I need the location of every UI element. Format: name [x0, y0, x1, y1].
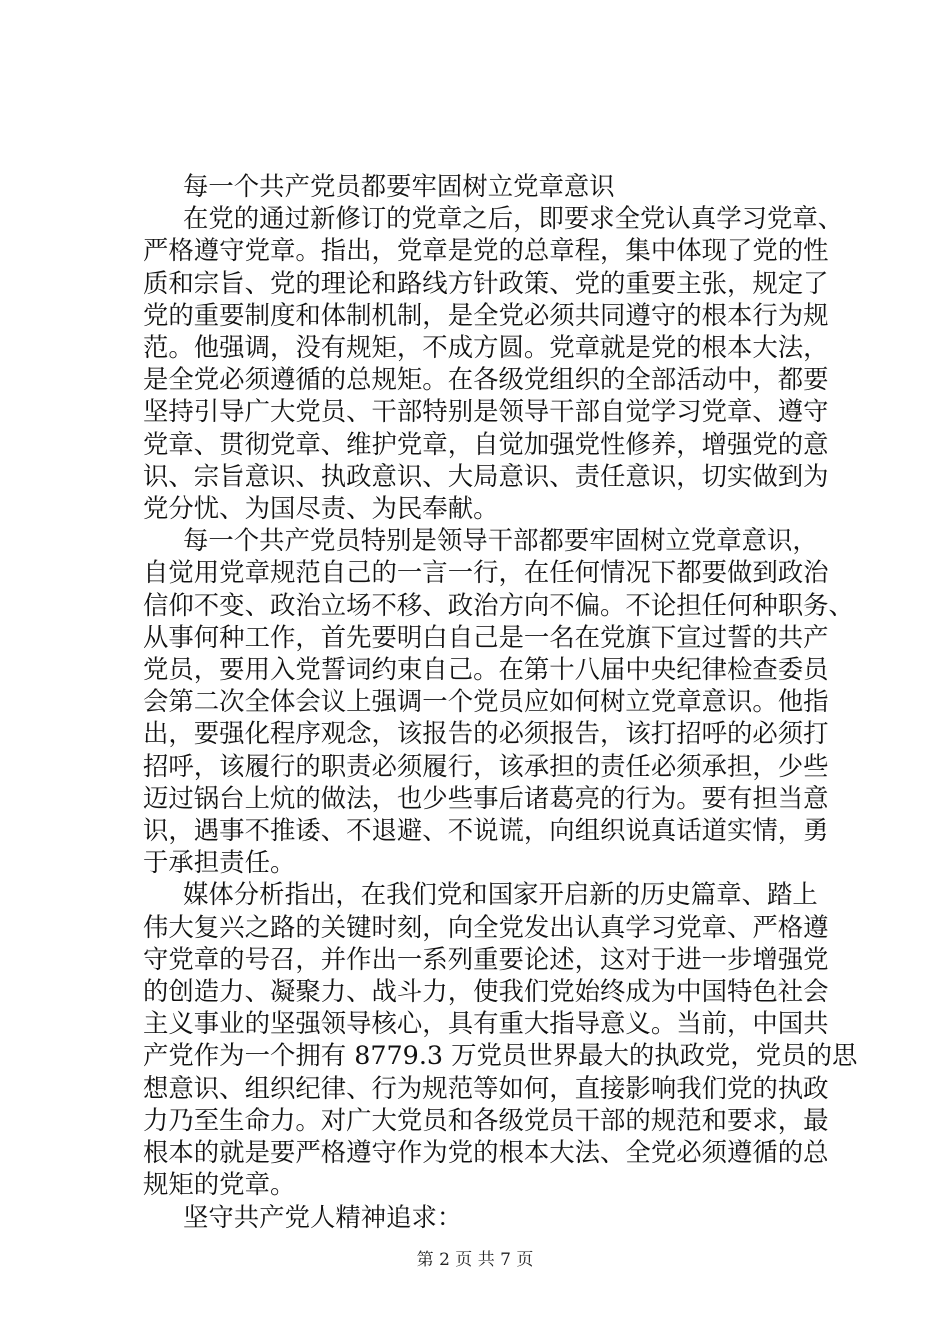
paragraph-line: 坚持引导广大党员、干部特别是领导干部自觉学习党章、遵守 — [143, 396, 829, 427]
paragraph-line: 会第二次全体会议上强调一个党员应如何树立党章意识。他指 — [143, 686, 829, 717]
paragraph-1 — [143, 202, 844, 524]
paragraph-line: 在党的通过新修订的党章之后，即要求全党认真学习党章、 — [183, 203, 844, 234]
paragraph-line: 识，遇事不推诿、不退避、不说谎，向组织说真话道实情，勇 — [143, 815, 829, 846]
paragraph-line: 规矩的党章。 — [143, 1169, 296, 1200]
paragraph-line: 质和宗旨、党的理论和路线方针政策、党的重要主张，规定了 — [143, 267, 829, 298]
paragraph-line: 迈过锅台上炕的做法，也少些事后诸葛亮的行为。要有担当意 — [143, 782, 829, 813]
paragraph-line: 是全党必须遵循的总规矩。在各级党组织的全部活动中，都要 — [143, 364, 829, 395]
paragraph-line: 媒体分析指出，在我们党和国家开启新的历史篇章、踏上 — [183, 879, 818, 910]
paragraph-line: 守党章的号召，并作出一系列重要论述，这对于进一步增强党 — [143, 943, 829, 974]
paragraph-line: 信仰不变、政治立场不移、政治方向不偏。不论担任何种职务、 — [143, 589, 854, 620]
paragraph-line: 伟大复兴之路的关键时刻，向全党发出认真学习党章、严格遵 — [143, 911, 829, 942]
paragraph-line: 产党作为一个拥有 8779.3 万党员世界最大的执政党，党员的思 — [143, 1040, 858, 1071]
paragraph-line: 党分忧、为国尽责、为民奉献。 — [143, 493, 499, 524]
paragraph-line: 党章、贯彻党章、维护党章，自觉加强党性修养，增强党的意 — [143, 428, 829, 459]
paragraph-line: 自觉用党章规范自己的一言一行，在任何情况下都要做到政治 — [143, 557, 829, 588]
paragraph-line: 招呼，该履行的职责必须履行，该承担的责任必须承担，少些 — [143, 750, 829, 781]
paragraph-line: 力乃至生命力。对广大党员和各级党员干部的规范和要求，最 — [143, 1104, 829, 1135]
paragraph-line: 每一个共产党员特别是领导干部都要牢固树立党章意识， — [183, 525, 818, 556]
paragraph-line: 党的重要制度和体制机制，是全党必须共同遵守的根本行为规 — [143, 299, 829, 330]
paragraph-line: 出，要强化程序观念，该报告的必须报告，该打招呼的必须打 — [143, 718, 829, 749]
paragraph-line: 根本的就是要严格遵守作为党的根本大法、全党必须遵循的总 — [143, 1137, 829, 1168]
paragraph-line: 范。他强调，没有规矩，不成方圆。党章就是党的根本大法， — [143, 332, 829, 363]
paragraph-line: 识、宗旨意识、执政意识、大局意识、责任意识，切实做到为 — [143, 460, 829, 491]
paragraph-line: 的创造力、凝聚力、战斗力，使我们党始终成为中国特色社会 — [143, 976, 829, 1007]
paragraph-2 — [143, 524, 854, 878]
paragraph-line: 严格遵守党章。指出，党章是党的总章程，集中体现了党的性 — [143, 235, 829, 266]
document-body — [143, 170, 858, 1233]
paragraph-3 — [143, 878, 858, 1200]
section-heading: 坚守共产党人精神追求： — [183, 1201, 463, 1232]
document-title: 每一个共产党员都要牢固树立党章意识 — [183, 171, 615, 201]
paragraph-line: 想意识、组织纪律、行为规范等如何，直接影响我们党的执政 — [143, 1072, 829, 1103]
paragraph-line: 于承担责任。 — [143, 847, 296, 878]
paragraph-line: 从事何种工作，首先要明白自己是一名在党旗下宣过誓的共产 — [143, 621, 829, 652]
paragraph-line: 主义事业的坚强领导核心，具有重大指导意义。当前，中国共 — [143, 1008, 829, 1039]
page-number-footer: 第 2 页 共 7 页 — [416, 1250, 534, 1270]
paragraph-line: 党员，要用入党誓词约束自己。在第十八届中央纪律检查委员 — [143, 654, 829, 685]
